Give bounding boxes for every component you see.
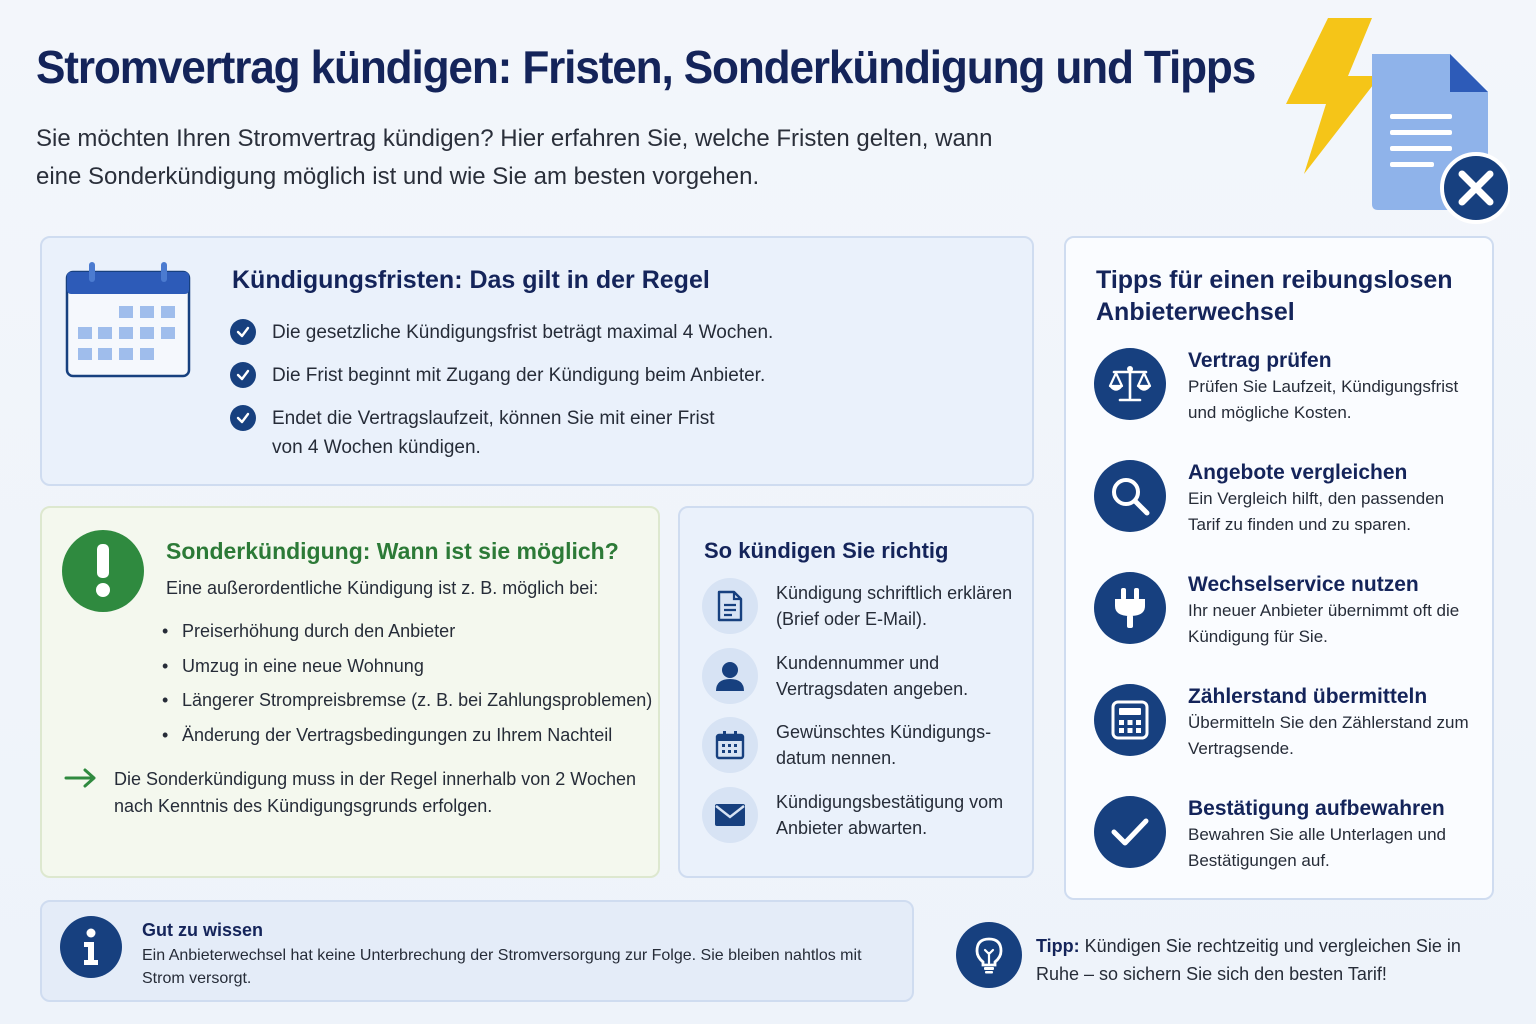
list-item: • Längerer Strompreisbremse (z. B. bei Zahlungsproblemen)	[162, 683, 652, 718]
list-item: • Umzug in eine neue Wohnung	[162, 649, 652, 684]
plug-icon	[1094, 572, 1166, 644]
document-icon	[702, 578, 758, 634]
tip-text: Ihr neuer Anbieter übernimmt oft die Kündigung für Sie.	[1188, 601, 1460, 646]
checkmark-icon	[230, 405, 256, 431]
sonder-note-text: Die Sonderkündigung muss in der Regel innerhalb von 2 Wochen nach Kenntnis des Kündigungsgrunds erfolgen.	[114, 769, 636, 816]
checkmark-icon	[1094, 796, 1166, 868]
step-text: Kündigung schriftlich erklären (Brief oder E-Mail).	[776, 583, 1013, 629]
info-box	[40, 900, 914, 1002]
sonderkuendigung-card	[40, 506, 660, 878]
step-item	[702, 787, 1016, 857]
step-text: Gewünschtes Kündigungs-datum nennen.	[776, 722, 992, 768]
calculator-icon	[1094, 684, 1166, 756]
tip-item	[1094, 460, 1478, 572]
hero-illustration	[1280, 18, 1510, 228]
tip-item	[1094, 796, 1478, 908]
tip-title: Bestätigung aufbewahren	[1188, 797, 1445, 820]
tipps-list	[1094, 348, 1478, 908]
list-item: • Änderung der Vertragsbedingungen zu Ihrem Nachteil	[162, 718, 652, 753]
step-text: Kundennummer und Vertragsdaten angeben.	[776, 652, 969, 699]
list-item-text: Endet die Vertragslaufzeit, können Sie mit einer Frist von 4 Wochen kündigen.	[272, 408, 715, 458]
arrow-right-icon	[64, 766, 114, 820]
tipps-heading: Tipps für einen reibungslosen Anbieterwechsel	[1096, 266, 1453, 326]
checkmark-icon	[230, 319, 256, 345]
list-item	[230, 361, 773, 390]
tip-title: Angebote vergleichen	[1188, 461, 1408, 484]
fristen-card	[40, 236, 1034, 486]
tip-text: Prüfen Sie Laufzeit, Kündigungsfrist und mögliche Kosten.	[1188, 377, 1459, 422]
list-item	[230, 318, 773, 347]
tip-title: Vertrag prüfen	[1188, 349, 1332, 372]
tip-footer-body: Kündigen Sie rechtzeitig und vergleichen Sie in Ruhe – so sichern Sie sich den besten Tarif!	[1036, 936, 1461, 984]
list-item	[230, 404, 773, 462]
tip-item	[1094, 572, 1478, 684]
tip-item	[1094, 684, 1478, 796]
exclamation-icon	[62, 530, 144, 612]
tip-footer-text	[1036, 932, 1506, 988]
page-subtitle: Sie möchten Ihren Stromvertrag kündigen? Hier erfahren Sie, welche Fristen gelten, wann eine Sonderkündigung möglich ist und wie Sie am besten vorgehen.	[36, 125, 993, 190]
sonder-heading: Sonderkündigung: Wann ist sie möglich?	[166, 538, 619, 564]
checkmark-icon	[230, 362, 256, 388]
sonder-bullet-list	[162, 614, 652, 752]
page-title: Stromvertrag kündigen: Fristen, Sonderkündigung und Tipps	[36, 41, 1256, 93]
tip-footer-label: Tipp:	[1036, 936, 1080, 956]
cancel-x-icon	[1442, 154, 1510, 222]
calendar-icon	[702, 717, 758, 773]
info-title: Gut zu wissen	[142, 920, 264, 940]
tip-text: Ein Vergleich hilft, den passenden Tarif zu finden und zu sparen.	[1188, 489, 1445, 534]
lightbulb-icon	[956, 922, 1022, 988]
envelope-icon	[702, 787, 758, 843]
sonder-note	[64, 766, 654, 820]
list-item-text: Die Frist beginnt mit Zugang der Kündigung beim Anbieter.	[272, 365, 766, 386]
tip-title: Wechselservice nutzen	[1188, 573, 1419, 596]
step-text: Kündigungsbestätigung vom Anbieter abwarten.	[776, 791, 1004, 838]
tip-text: Übermitteln Sie den Zählerstand zum Vertragsende.	[1188, 713, 1469, 758]
scales-icon	[1094, 348, 1166, 420]
lightning-icon	[1286, 18, 1380, 174]
fristen-heading: Kündigungsfristen: Das gilt in der Regel	[232, 266, 710, 294]
steps-heading: So kündigen Sie richtig	[704, 538, 949, 563]
steps-list	[702, 578, 1016, 856]
tip-item	[1094, 348, 1478, 460]
tip-text: Bewahren Sie alle Unterlagen und Bestätigungen auf.	[1188, 825, 1447, 870]
tipps-card	[1064, 236, 1494, 900]
fristen-list	[230, 318, 773, 476]
search-icon	[1094, 460, 1166, 532]
steps-card	[678, 506, 1034, 878]
info-text: Ein Anbieterwechsel hat keine Unterbrechung der Stromversorgung zur Folge. Sie bleiben nahtlos mit Strom versorgt.	[142, 947, 862, 987]
step-item	[702, 648, 1016, 718]
sonder-intro: Eine außerordentliche Kündigung ist z. B. möglich bei:	[166, 578, 599, 598]
step-item	[702, 717, 1016, 787]
list-item-text: Die gesetzliche Kündigungsfrist beträgt maximal 4 Wochen.	[272, 322, 774, 343]
step-item	[702, 578, 1016, 648]
tip-footer	[956, 922, 1516, 992]
user-icon	[702, 648, 758, 704]
tip-title: Zählerstand übermitteln	[1188, 685, 1428, 708]
calendar-icon	[64, 260, 194, 385]
list-item: • Preiserhöhung durch den Anbieter	[162, 614, 652, 649]
info-icon	[60, 916, 122, 978]
